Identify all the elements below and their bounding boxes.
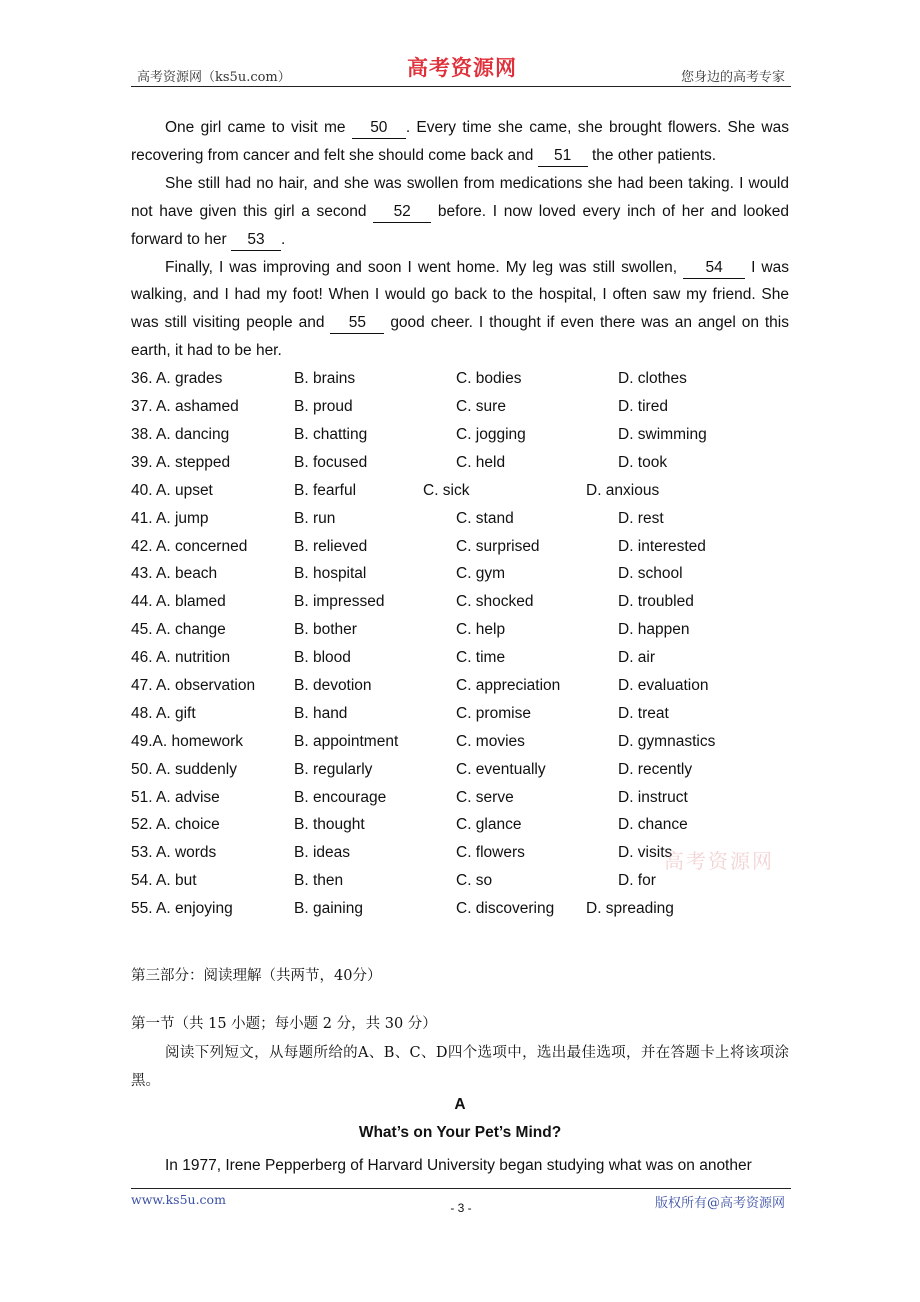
option-row xyxy=(131,393,789,421)
header-logo: 高考资源网 xyxy=(407,55,517,80)
header-site-name: 高考资源网（ks5u.com） xyxy=(137,70,291,85)
option-d: D. swimming xyxy=(618,425,707,443)
document-body xyxy=(131,114,789,923)
option-a: 45. A. change xyxy=(131,621,226,639)
option-c: C. so xyxy=(456,872,493,890)
option-d: D. tired xyxy=(618,398,668,416)
option-d: D. treat xyxy=(618,704,669,722)
option-c: C. movies xyxy=(456,732,525,750)
option-row xyxy=(131,616,789,644)
option-d: D. took xyxy=(618,453,668,471)
option-d: D. troubled xyxy=(618,593,694,611)
option-c: C. stand xyxy=(456,509,514,527)
option-b: B. hospital xyxy=(294,565,367,583)
option-a: 41. A. jump xyxy=(131,509,209,527)
option-a: 52. A. choice xyxy=(131,816,220,834)
passage-paragraph-2 xyxy=(131,170,789,254)
page-header xyxy=(131,55,791,87)
option-a: 47. A. observation xyxy=(131,676,256,694)
option-d: D. gymnastics xyxy=(618,732,716,750)
text: . Every time she came, she brought flowers. She was recovering from cancer and felt she should come back and xyxy=(131,119,789,164)
option-a: 53. A. words xyxy=(131,844,217,862)
option-d: D. interested xyxy=(618,537,706,555)
option-c: C. sick xyxy=(423,481,470,499)
option-c: C. flowers xyxy=(456,844,525,862)
option-row xyxy=(131,505,789,533)
option-d: D. visits xyxy=(618,844,673,862)
option-a: 38. A. dancing xyxy=(131,425,230,443)
header-slogan: 您身边的高考专家 xyxy=(680,70,785,85)
passage-paragraph-1 xyxy=(131,114,789,170)
option-a: 49.A. homework xyxy=(131,732,243,750)
option-d: D. anxious xyxy=(586,481,660,499)
blank-51: 51 xyxy=(538,146,588,167)
text: . xyxy=(280,230,286,248)
option-a: 54. A. but xyxy=(131,872,197,890)
text: One girl came to visit me xyxy=(165,119,346,136)
option-a: 51. A. advise xyxy=(131,788,220,806)
option-b: B. gaining xyxy=(294,900,363,918)
option-b: B. ideas xyxy=(294,844,351,862)
option-row xyxy=(131,449,789,477)
option-b: B. impressed xyxy=(294,593,385,611)
option-a: 36. A. grades xyxy=(131,370,223,388)
option-c: C. sure xyxy=(456,398,506,416)
option-a: 43. A. beach xyxy=(131,565,218,583)
text: the other patients. xyxy=(591,146,717,164)
option-d: D. clothes xyxy=(618,370,687,388)
text: good cheer. I thought if even there was an angel on this earth, it had to be her. xyxy=(131,314,789,360)
option-row xyxy=(131,811,789,839)
option-b: B. brains xyxy=(294,370,356,388)
option-c: C. time xyxy=(456,649,506,667)
option-row xyxy=(131,477,789,505)
article-letter: A xyxy=(454,1096,466,1113)
option-b: B. proud xyxy=(294,398,353,416)
passage-paragraph-3 xyxy=(131,254,789,366)
option-a: 44. A. blamed xyxy=(131,593,226,611)
option-c: C. shocked xyxy=(456,593,534,611)
footer-copyright: 版权所有@高考资源网 xyxy=(654,1196,785,1211)
footer-site-link[interactable]: www.ks5u.com xyxy=(131,1192,226,1207)
blank-54: 54 xyxy=(683,258,745,279)
option-b: B. hand xyxy=(294,704,348,722)
option-b: B. bother xyxy=(294,621,357,639)
page-number: - 3 - xyxy=(450,1201,472,1215)
blank-52: 52 xyxy=(373,202,431,223)
option-b: B. blood xyxy=(294,649,351,667)
option-a: 50. A. suddenly xyxy=(131,760,237,778)
blank-50: 50 xyxy=(352,118,406,139)
option-c: C. appreciation xyxy=(456,676,561,694)
option-a: 46. A. nutrition xyxy=(131,649,231,667)
section-title: 第三部分：阅读理解（共两节，40分） xyxy=(131,968,382,984)
option-b: B. regularly xyxy=(294,760,373,778)
option-row xyxy=(131,421,789,449)
watermark: 高考资源网 xyxy=(664,849,774,873)
option-a: 39. A. stepped xyxy=(131,453,231,471)
option-c: C. held xyxy=(456,453,506,471)
option-d: D. air xyxy=(618,649,656,667)
article-first-line: In 1977, Irene Pepperberg of Harvard University began studying what was on another xyxy=(165,1157,752,1174)
option-b: B. focused xyxy=(294,453,368,471)
option-d: D. happen xyxy=(618,621,690,639)
option-b: B. run xyxy=(294,509,336,527)
option-b: B. appointment xyxy=(294,732,399,750)
option-d: D. evaluation xyxy=(618,676,709,694)
option-row xyxy=(131,644,789,672)
option-row xyxy=(131,588,789,616)
option-d: D. instruct xyxy=(618,788,688,806)
option-row xyxy=(131,784,789,812)
option-c: C. glance xyxy=(456,816,522,834)
option-row xyxy=(131,700,789,728)
answer-options xyxy=(131,365,789,923)
option-a: 40. A. upset xyxy=(131,481,213,499)
option-c: C. surprised xyxy=(456,537,540,555)
option-c: C. serve xyxy=(456,788,514,806)
article-title: What’s on Your Pet’s Mind? xyxy=(358,1124,562,1141)
option-d: D. for xyxy=(618,872,656,890)
option-d: D. chance xyxy=(618,816,688,834)
option-a: 37. A. ashamed xyxy=(131,398,239,416)
option-row xyxy=(131,895,789,923)
page-footer xyxy=(131,1188,791,1229)
option-d: D. spreading xyxy=(586,900,674,918)
option-b: B. encourage xyxy=(294,788,387,806)
option-d: D. recently xyxy=(618,760,693,778)
option-b: B. relieved xyxy=(294,537,368,555)
option-b: B. fearful xyxy=(294,481,357,499)
option-c: C. eventually xyxy=(456,760,546,778)
text: She still had no hair, and she was swollen from medications she had been taking. I would not have given this girl a second xyxy=(131,174,789,220)
option-b: B. then xyxy=(294,872,344,890)
section-instruction: 阅读下列短文，从每题所给的A、B、C、D四个选项中，选出最佳选项，并在答题卡上将该项涂黑。 xyxy=(131,1045,789,1089)
option-a: 42. A. concerned xyxy=(131,537,248,555)
option-row xyxy=(131,365,789,393)
option-d: D. rest xyxy=(618,509,664,527)
option-row xyxy=(131,560,789,588)
option-c: C. gym xyxy=(456,565,506,583)
option-c: C. help xyxy=(456,621,506,639)
option-b: B. devotion xyxy=(294,676,372,694)
option-c: C. jogging xyxy=(456,425,526,443)
option-row xyxy=(131,533,789,561)
option-c: C. bodies xyxy=(456,370,522,388)
option-c: C. discovering xyxy=(456,900,555,918)
option-row xyxy=(131,672,789,700)
option-c: C. promise xyxy=(456,704,531,722)
text: before. I now loved every inch of her and looked forward to her xyxy=(131,202,789,248)
text: Finally, I was improving and soon I went home. My leg was still swollen, xyxy=(165,258,678,276)
blank-53: 53 xyxy=(231,230,281,251)
option-b: B. thought xyxy=(294,816,365,834)
text: I was walking, and I had my foot! When I would go back to the hospital, I often saw my friend. She was still visiting people and xyxy=(131,258,789,332)
option-d: D. school xyxy=(618,565,683,583)
option-b: B. chatting xyxy=(294,425,368,443)
option-row xyxy=(131,756,789,784)
option-a: 55. A. enjoying xyxy=(131,900,233,918)
section-subtitle: 第一节（共 15 小题；每小题 2 分，共 30 分） xyxy=(131,1016,437,1032)
blank-55: 55 xyxy=(330,313,384,334)
option-row xyxy=(131,728,789,756)
option-a: 48. A. gift xyxy=(131,704,196,722)
